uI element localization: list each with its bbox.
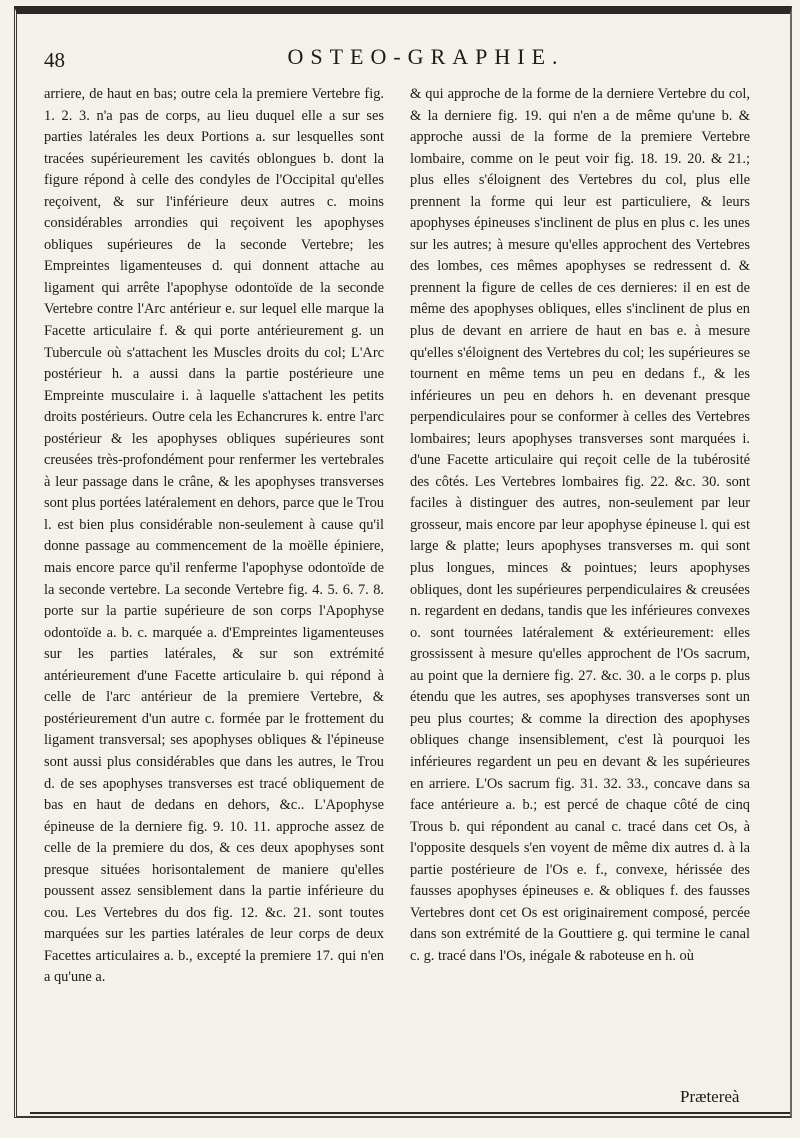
running-head: OSTEO-GRAPHIE. [287, 44, 565, 69]
right-column [410, 84, 750, 967]
catchword: Prætereà [680, 1087, 740, 1106]
left-column-text: arriere, de haut en bas; outre cela la premiere Vertebre fig. 1. 2. 3. n'a pas de corps, au lieu duquel elle a sur ses parties latérales les deux Portions a. sur lesquelles sont tracées supérieurement les cavités oblongues b. dont la figure répond à celle des condyles de l'Occipital qu'elles reçoivent, & sur l'inférieure deux autres c. moins considérables arrondies qui reçoivent les apophyses obliques supérieures de la seconde Vertebre; les Empreintes ligamenteuses d. qui donnent attache au ligament qui arrête l'apophyse odontoïde de la seconde Vertebre contre l'Arc antérieur e. sur lequel elle marque la Facette articulaire f. & qui porte antérieurement g. un Tubercule où s'attachent les Muscles droits du col; L'Arc postérieur h. a aussi dans la partie postérieure une Empreinte musculaire i. à laquelle s'attachent les petits droits postérieurs. Outre cela les Echancrures k. entre l'arc postérieur & les apophyses obliques supérieures sont creusées très-profondément pour renfermer les vertebrales à leur passage dans le crâne, & les apophyses transverses sont plus portées latéralement en dehors, parce que le Trou l. est bien plus considérable non-seulement à cause qu'il donne passage au commencement de la moëlle épiniere, mais encore parce qu'il renferme l'apophyse odontoïde de la seconde vertebre. La seconde Vertebre fig. 4. 5. 6. 7. 8. porte sur la partie supérieure de son corps l'Apophyse odontoïde a. b. c. marquée a. d'Empreintes ligamenteuses sur les parties latérales, & sur son extrémité antérieurement d'une Facette articulaire b. qui répond à celle de l'arc antérieur de la premiere Vertebre, & postérieurement d'un autre c. formée par le frottement du ligament transversal; ses apophyses obliques & l'épineuse sont aussi plus considérables que dans les autres, le Trou d. de ses apophyses transverses est tracé obliquement de bas en haut de dedans en dehors, &c.. L'Apophyse épineuse de la derniere fig. 9. 10. 11. approche assez de celle de la premiere du dos, & ces deux apophyses sont presque situées horisontalement de maniere qu'elles poussent assez sensiblement dans la partie inférieure du cou. Les Vertebres du dos fig. 12. &c. 21. sont toutes marquées sur les parties latérales de leur corps de deux Facettes articulaires a. b., excepté la premiere 17. qui n'en a qu'une a. [44, 86, 384, 986]
page-number: 48 [44, 48, 65, 72]
bottom-rule [30, 1112, 790, 1114]
left-column [44, 84, 384, 989]
right-column-text: & qui approche de la forme de la derniere Vertebre du col, & la derniere fig. 19. qui n'en a de même qu'une b. & approche aussi de la forme de la premiere Vertebre lombaire, comme on le peut voir fig. 18. 19. 20. & 21.; plus elles s'éloignent des Vertebres du col, plus elle prennent la forme qui leur est particuliere, & leurs apophyses épineuses s'inclinent de plus en plus c. les unes sur les autres; à mesure qu'elles approchent des Vertebres des lombes, ces mêmes apophyses se redressent d. & prennent la figure de celles de ces dernieres: il en est de même des apophyses obliques, elles s'inclinent de plus en plus de devant en arriere de haut en bas e. à mesure qu'elles s'éloignent des Vertebres du col; les supérieures se tournent en même tems un peu en dedans f., & les inférieures un peu en dehors h. en devenant presque perpendiculaires pour se conformer à celles des Vertebres lombaires; leurs apophyses transverses sont marquées i. d'une Facette articulaire qui reçoit celle de la tubérosité des côtés. Les Vertebres lombaires fig. 22. &c. 30. sont faciles à distinguer des autres, non-seulement par leur grosseur, mais encore par leur apophyse épineuse l. qui est large & platte; leurs apophyses transverses m. qui sont plus longues, minces & pointues; leurs apophyses obliques, dont les supérieures perpendiculaires & creusées n. regardent en dedans, tandis que les inférieures convexes o. sont tournées latéralement & extérieurement: elles grossissent à mesure qu'elles approchent de l'Os sacrum, au point que la derniere fig. 27. &c. 30. a le corps p. plus étendu que les autres, ses apophyses transverses sont un peu plus courtes; & comme la direction des apophyses obliques change insensiblement, c'est là pourquoi les inférieures regardent un peu en devant & les supérieures en arriere. L'Os sacrum fig. 31. 32. 33., concave dans sa face antérieure a. b.; est percé de chaque côté de cinq Trous b. qui répondent au canal c. tracé dans cet Os, à l'opposite desquels s'en voyent de même dix autres d. à la partie postérieure de l'Os e. f., convexe, hérissée des fausses apophyses épineuses e. & obliques f. des fausses Vertebres dont cet Os est originairement composé, percée dans son extrémité de la Gouttiere g. qui termine le canal c. g. tracé dans l'Os, inégale & raboteuse en h. où [410, 86, 750, 964]
